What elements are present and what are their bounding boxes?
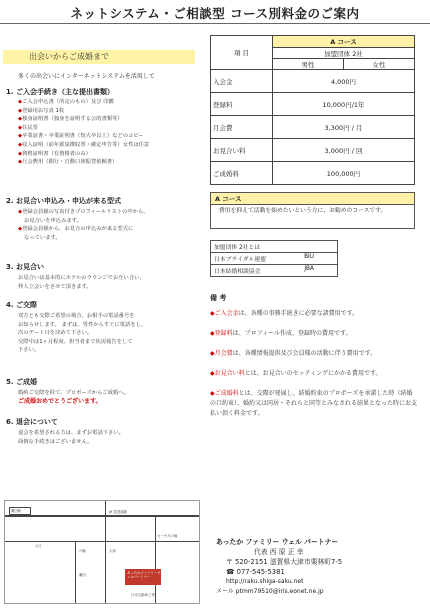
list-item: ◆卒業証書・卒業証明書（短大卒以上）などのコピー xyxy=(18,133,144,140)
step-3 xyxy=(6,262,202,291)
step-2-line: 登録会員様から、お見合の申込みが来る型式に xyxy=(22,226,134,233)
group-header: 加盟団体 2社 xyxy=(273,48,415,59)
fee-label: ご成婚料 xyxy=(211,162,273,185)
note-item: ◆ご成婚料とは、交際が発展し、結婚約束のプロポーズを承諾した時（結婚の口約束）、婚約又は同居・それらと同等とみなされる結果となった時にお支払い頂く料金です。 xyxy=(210,390,418,417)
step-4-line: 下さい。 xyxy=(18,347,40,354)
course-a-label: A コース xyxy=(211,193,414,205)
notes-label: 備 考 xyxy=(210,294,227,302)
fee-label: お見合い料 xyxy=(211,139,273,162)
step-5-line: 婚約ご交際を経て、プロポーズからご成婚へ。 xyxy=(18,390,129,396)
step-2-line: 登録会員様の写真付きプロフィールリストの中から、 xyxy=(22,209,149,215)
list-item: ◆月会費用（銀行・自動口座振替依頼書） xyxy=(18,159,118,166)
step-6-line: 面倒な手続きはございません。 xyxy=(18,438,93,445)
step-2: 2. お見合い申込み・申込が来る型式 ◆登録会員様の写真付きプロフィールリストの中から、 お見合いを申込みます。 ◆登録会員様から、お見合の申込みが来る型式に なっています。 xyxy=(6,196,202,242)
step-4-line: 次のデート日を決めて下さい。 xyxy=(18,330,93,337)
map-road xyxy=(5,541,199,542)
list-item: ◆資格証明書（有資格者のみ） xyxy=(18,150,91,157)
step-6 xyxy=(6,417,202,446)
fee-value: 100,000円 xyxy=(273,162,415,185)
map-label: JR 琵琶湖線 xyxy=(109,510,127,514)
step-3-line: お見合いは基本的にホテルのラウンジでお互い合い、 xyxy=(18,275,145,281)
map-label: 日本自動車工業 xyxy=(131,593,155,597)
table-row xyxy=(211,116,415,139)
step-2-line: なっています。 xyxy=(24,234,61,241)
company-address: 〒 520-2151 滋賀県大津市栗林町7-5 xyxy=(226,558,343,566)
step-4-line: お知らせします。 まずは、男性からすぐに電話をし、 xyxy=(18,321,147,328)
fee-value: 3,000円 / 回 xyxy=(273,139,415,162)
step-5-heading: 5. ご成婚 xyxy=(6,378,37,386)
step-1-heading: 1. ご入会手続き（主な提出書類） xyxy=(6,88,114,96)
fee-label: 入会金 xyxy=(211,70,273,93)
step-1 xyxy=(6,87,202,167)
groups-box xyxy=(210,240,338,277)
list-item: ◆収入証明（前年源泉徴収票・確定申告等）女性は任意 xyxy=(18,141,150,148)
course-a-desc: 費用を抑えて活動を始めたいという方に、お勧めのコースです。 xyxy=(219,208,387,214)
map-label: あったかファミリーウェルパートナー xyxy=(127,571,161,579)
company-phone: ☎ 077-545-5381 xyxy=(226,568,285,576)
step-6-line: 退会を希望される方は、まずお電話下さい。 xyxy=(18,430,124,436)
list-item: ◆ご入会申込書（所定のもの）及び 印鑑 xyxy=(18,99,114,105)
company-info xyxy=(216,537,426,597)
map-road xyxy=(75,541,76,603)
female-header: 女性 xyxy=(343,59,414,70)
note-item: ◆登録料は、プロフィール作成、登録時の費用です。 xyxy=(210,330,352,337)
company-url[interactable]: http://raku.shiga-saku.net xyxy=(226,578,304,585)
page-title: ネットシステム・ご相談型 コース別料金のご案内 xyxy=(70,6,360,21)
fee-label: 月会費 xyxy=(211,116,273,139)
company-name: あったか ファミリー ウェル パートナー xyxy=(216,538,339,546)
note-item: ◆お見合い料とは、お見合いのセッティングにかかる費用です。 xyxy=(210,370,382,377)
notes xyxy=(210,293,418,419)
map-label: 大津 xyxy=(109,549,116,553)
map-label: カーサ月の輪 xyxy=(157,534,178,538)
access-map xyxy=(4,500,200,604)
table-row xyxy=(211,162,415,185)
groups-title: 加盟団体 2社とは xyxy=(211,241,337,253)
note-item: ◆ご入会金は、各種の事務手続きに必要な諸費用です。 xyxy=(210,310,359,317)
map-label: 大江 xyxy=(35,544,42,548)
map-railway xyxy=(5,515,199,517)
step-5 xyxy=(6,377,202,406)
group-row: 日本ブライダル連盟 BIU xyxy=(211,253,337,265)
step-2-line: お見合いを申込みます。 xyxy=(24,217,82,224)
step-4-line: 双方とも交際ご希望の場合、お相手の電話番号を xyxy=(18,313,135,319)
company-mail[interactable]: メール ptmm79510@iris.eonet.ne.jp xyxy=(216,588,324,595)
step-4-line: 交際中は1ヶ月程度、担当者まで状況報告をして xyxy=(18,338,133,345)
fee-label: 登録料 xyxy=(211,93,273,116)
step-3-line: 仲人立会いをさせて頂きます。 xyxy=(18,283,92,290)
course-header: A コース xyxy=(273,36,415,48)
intro-text: 多くの出会いにインターネットシステムを活用して xyxy=(18,73,155,80)
company-rep: 代表 西 原 正 幸 xyxy=(254,548,304,556)
map-road xyxy=(105,501,106,603)
fee-table xyxy=(210,35,415,185)
table-row xyxy=(211,70,415,93)
map-label: 月輪 xyxy=(79,549,86,553)
note-item: ◆月会費は、各種情報提供及び会員様の活動に伴う費用です。 xyxy=(210,350,377,357)
list-item: ◆登録用お写真 1枚 xyxy=(18,107,65,114)
table-row xyxy=(211,139,415,162)
step-4 xyxy=(6,300,202,355)
table-row xyxy=(211,93,415,116)
step-1-list xyxy=(6,98,202,167)
map-road xyxy=(155,517,156,603)
step-6-heading: 6. 退会について xyxy=(6,418,58,426)
fee-value: 4,000円 xyxy=(273,70,415,93)
course-a-box xyxy=(210,192,415,229)
group-row: 日本結婚相談協会 JBA xyxy=(214,266,314,275)
map-label: 瀬田駅 xyxy=(11,509,22,513)
fee-value: 10,000円/1年 xyxy=(273,93,415,116)
step-4-heading: 4. ご交際 xyxy=(6,301,37,309)
male-header: 男性 xyxy=(273,59,344,70)
list-item: ◆独身証明書（独身を証明する公的書類等） xyxy=(18,116,123,123)
map-label: 瀬田 xyxy=(79,573,86,577)
step-2-heading: 2. お見合い申込み・申込が来る型式 xyxy=(6,197,121,205)
left-header: 出会いからご成婚まで xyxy=(3,50,195,64)
title-divider xyxy=(0,23,430,24)
fee-value: 3,300円 / 月 xyxy=(273,116,415,139)
list-item: ◆住民票 xyxy=(18,124,38,131)
congrats-text: ご成婚おめでとうございます。 xyxy=(18,397,102,405)
step-3-heading: 3. お見合い xyxy=(6,263,44,271)
item-header: 項 目 xyxy=(211,36,273,70)
